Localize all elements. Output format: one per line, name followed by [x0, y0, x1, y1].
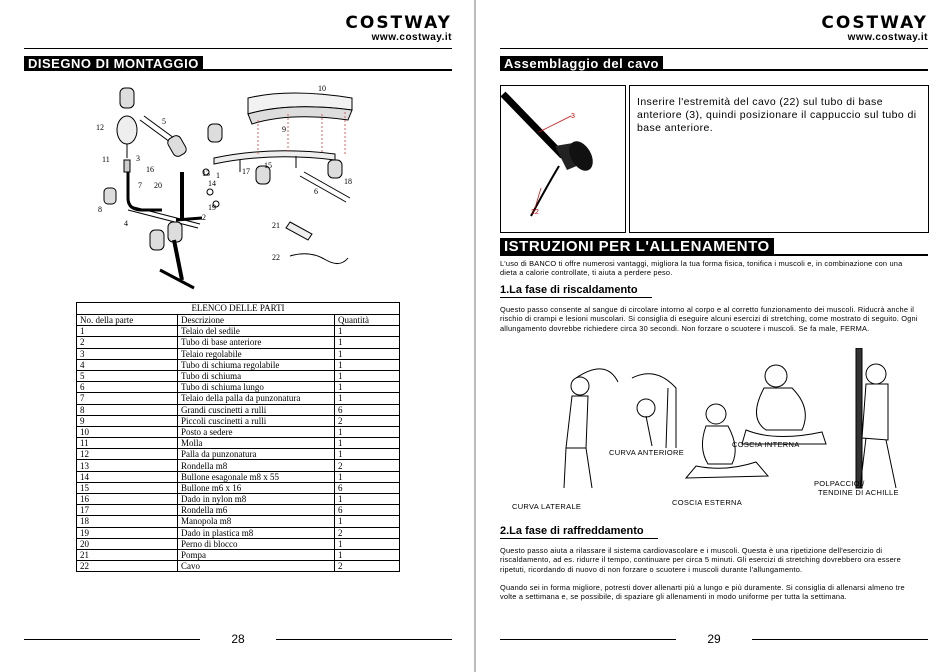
part-number: 22 — [77, 561, 178, 572]
part-description: Posto a sedere — [178, 426, 335, 437]
part-quantity: 6 — [335, 404, 400, 415]
part-number: 15 — [77, 482, 178, 493]
col-header-number: No. della parte — [77, 315, 178, 326]
table-row — [77, 549, 400, 560]
part-quantity: 1 — [335, 449, 400, 460]
section-title-bar — [24, 55, 452, 71]
warmup-text: Questo passo consente al sangue di circolare intorno al corpo e al corretto funzionamento dei muscoli. Riducrà anche il rischio di crampi e lesioni muscolari. Si consiglia di eseguire alcuni esercizi di stretching, come mostrato di seguito. Ogni allungamento dovrebbe richiedere circa 30 secondi. Non forzare o scuotere i muscoli. Se fa male, FERMA. — [500, 305, 918, 333]
caption-calf-2: TENDINE DI ACHILLE — [818, 488, 899, 497]
parts-table-body — [77, 326, 400, 572]
svg-text:22: 22 — [272, 253, 280, 262]
svg-text:14: 14 — [208, 179, 216, 188]
table-row — [77, 438, 400, 449]
table-row — [77, 538, 400, 549]
part-number: 1 — [77, 326, 178, 337]
part-description: Dado in nylon m8 — [178, 494, 335, 505]
header-rule — [500, 48, 928, 49]
part-quantity: 1 — [335, 516, 400, 527]
part-number: 13 — [77, 460, 178, 471]
svg-text:4: 4 — [124, 219, 128, 228]
page-number: 28 — [231, 632, 245, 646]
part-number: 6 — [77, 382, 178, 393]
col-header-description: Descrizione — [178, 315, 335, 326]
svg-text:11: 11 — [102, 155, 110, 164]
part-description: Palla da punzonatura — [178, 449, 335, 460]
part-number: 14 — [77, 471, 178, 482]
cooldown-text: Questo passo aiuta a rilassare il sistema cardiovascolare e i muscoli. Questa è una ripetizione dell'esercizio di riscaldamento, ad es. ridurre il tempo, continuare per circa 5 minuti. Gli esercizi di stretching dovrebbero ora essere ripetuti, ricordando di nuovo di non forzare o scuotere i muscoli durante l'allungamento. — [500, 546, 901, 574]
caption-outer-thigh: COSCIA ESTERNA — [672, 498, 743, 507]
part-description: Tubo di schiuma lungo — [178, 382, 335, 393]
brand-header — [345, 14, 452, 43]
part-description: Rondella m6 — [178, 505, 335, 516]
part-quantity: 1 — [335, 393, 400, 404]
cooldown-title: 2.La fase di raffreddamento — [500, 525, 658, 539]
col-header-quantity: Quantità — [335, 315, 400, 326]
left-footer — [24, 632, 452, 646]
intro-text: L'uso di BANCO ti offre numerosi vantaggi, migliora la tua forma fisica, tonifica i muscoli e, in combinazione con una dieta a calorie controllate, ti aiuta a perdere peso. — [500, 259, 903, 278]
part-quantity: 6 — [335, 482, 400, 493]
part-quantity: 1 — [335, 471, 400, 482]
table-row — [77, 527, 400, 538]
part-number: 11 — [77, 438, 178, 449]
part-description: Piccoli cuscinetti a rulli — [178, 415, 335, 426]
part-quantity: 1 — [335, 494, 400, 505]
svg-text:9: 9 — [282, 125, 286, 134]
part-quantity: 1 — [335, 359, 400, 370]
cable-instruction-box — [629, 85, 929, 233]
part-quantity: 2 — [335, 527, 400, 538]
part-description: Dado in plastica m8 — [178, 527, 335, 538]
svg-text:21: 21 — [272, 221, 280, 230]
part-number: 5 — [77, 370, 178, 381]
part-number: 2 — [77, 337, 178, 348]
svg-text:19: 19 — [208, 203, 216, 212]
table-row — [77, 426, 400, 437]
part-quantity: 2 — [335, 460, 400, 471]
part-description: Pompa — [178, 549, 335, 560]
part-quantity: 1 — [335, 549, 400, 560]
table-row — [77, 370, 400, 381]
svg-text:6: 6 — [314, 187, 318, 196]
table-row — [77, 415, 400, 426]
svg-text:20: 20 — [154, 181, 162, 190]
svg-text:3: 3 — [136, 154, 140, 163]
part-number: 20 — [77, 538, 178, 549]
right-page — [476, 0, 950, 672]
cable-label-3: 3 — [571, 113, 575, 120]
caption-inner-thigh: COSCIA INTERNA — [732, 440, 800, 449]
table-row — [77, 505, 400, 516]
part-number: 18 — [77, 516, 178, 527]
part-number: 12 — [77, 449, 178, 460]
part-quantity: 1 — [335, 426, 400, 437]
parts-table-header — [77, 315, 400, 326]
parts-table-caption: ELENCO DELLE PARTI — [76, 302, 400, 314]
website-url: www.costway.it — [371, 32, 452, 43]
svg-text:18: 18 — [344, 177, 352, 186]
table-row — [77, 326, 400, 337]
brand-header — [821, 14, 928, 43]
cable-instruction: Inserire l'estremità del cavo (22) sul tubo di base anteriore (3), quindi posizionare il cappuccio sul tubo di base anteriore. — [637, 96, 917, 134]
cable-section-bar — [500, 55, 928, 71]
svg-text:5: 5 — [162, 117, 166, 126]
part-number: 17 — [77, 505, 178, 516]
part-number: 3 — [77, 348, 178, 359]
part-description: Tubo di base anteriore — [178, 337, 335, 348]
part-description: Tubo di schiuma — [178, 370, 335, 381]
header-rule — [24, 48, 452, 49]
cable-illustration — [500, 85, 626, 233]
part-description: Rondella m8 — [178, 460, 335, 471]
cooldown-text-2: Quando sei in forma migliore, potresti dover allenarti più a lungo e più duramente. Si consiglia di allenarsi almeno tre volte a settimana e, se possibile, di spaziare gli allenamenti in modo uniforme per tutta la settimana. — [500, 583, 905, 602]
svg-text:10: 10 — [318, 84, 326, 93]
parts-table — [76, 302, 400, 572]
part-quantity: 1 — [335, 538, 400, 549]
table-row — [77, 359, 400, 370]
part-number: 4 — [77, 359, 178, 370]
svg-text:16: 16 — [146, 165, 154, 174]
part-number: 7 — [77, 393, 178, 404]
assembly-diagram — [90, 80, 380, 298]
part-number: 16 — [77, 494, 178, 505]
table-row — [77, 393, 400, 404]
page-number: 29 — [707, 632, 721, 646]
cable-label-22: 22 — [531, 209, 539, 216]
part-quantity: 2 — [335, 561, 400, 572]
caption-side-bend: CURVA LATERALE — [512, 502, 582, 511]
svg-text:15: 15 — [264, 161, 272, 170]
costway-logo: COSTWAY — [821, 13, 928, 33]
part-number: 10 — [77, 426, 178, 437]
table-row — [77, 337, 400, 348]
part-number: 9 — [77, 415, 178, 426]
costway-logo: COSTWAY — [345, 13, 452, 33]
stretch-illustrations — [536, 348, 936, 498]
part-description: Bullone esagonale m8 x 55 — [178, 471, 335, 482]
table-row — [77, 561, 400, 572]
table-row — [77, 348, 400, 359]
table-row — [77, 382, 400, 393]
part-description: Molla — [178, 438, 335, 449]
part-quantity: 1 — [335, 337, 400, 348]
svg-text:12: 12 — [96, 123, 104, 132]
training-title: ISTRUZIONI PER L'ALLENAMENTO — [500, 238, 774, 255]
part-quantity: 6 — [335, 505, 400, 516]
part-description: Tubo di schiuma regolabile — [178, 359, 335, 370]
website-url: www.costway.it — [847, 32, 928, 43]
svg-text:7: 7 — [138, 181, 142, 190]
part-quantity: 1 — [335, 382, 400, 393]
part-description: Grandi cuscinetti a rulli — [178, 404, 335, 415]
svg-text:13: 13 — [202, 169, 210, 178]
svg-text:2: 2 — [202, 213, 206, 222]
table-row — [77, 516, 400, 527]
part-number: 8 — [77, 404, 178, 415]
part-description: Telaio della palla da punzonatura — [178, 393, 335, 404]
part-description: Perno di blocco — [178, 538, 335, 549]
part-number: 19 — [77, 527, 178, 538]
table-row — [77, 404, 400, 415]
part-number: 21 — [77, 549, 178, 560]
part-quantity: 1 — [335, 438, 400, 449]
part-description: Manopola m8 — [178, 516, 335, 527]
section-title: DISEGNO DI MONTAGGIO — [24, 56, 203, 71]
warmup-title: 1.La fase di riscaldamento — [500, 284, 652, 298]
svg-text:1: 1 — [216, 171, 220, 180]
table-row — [77, 471, 400, 482]
part-quantity: 1 — [335, 348, 400, 359]
caption-calf-1: POLPACCIO / — [814, 479, 865, 488]
part-description: Telaio del sedile — [178, 326, 335, 337]
training-title-bar — [500, 238, 928, 256]
table-row — [77, 449, 400, 460]
part-description: Cavo — [178, 561, 335, 572]
right-footer — [500, 632, 928, 646]
table-row — [77, 460, 400, 471]
cable-section-title: Assemblaggio del cavo — [500, 56, 663, 71]
part-description: Bullone m6 x 16 — [178, 482, 335, 493]
part-quantity: 1 — [335, 370, 400, 381]
left-page — [0, 0, 474, 672]
svg-text:17: 17 — [242, 167, 250, 176]
part-description: Telaio regolabile — [178, 348, 335, 359]
part-quantity: 1 — [335, 326, 400, 337]
caption-front-bend: CURVA ANTERIORE — [609, 448, 685, 457]
table-row — [77, 482, 400, 493]
table-row — [77, 494, 400, 505]
svg-text:8: 8 — [98, 205, 102, 214]
part-quantity: 2 — [335, 415, 400, 426]
